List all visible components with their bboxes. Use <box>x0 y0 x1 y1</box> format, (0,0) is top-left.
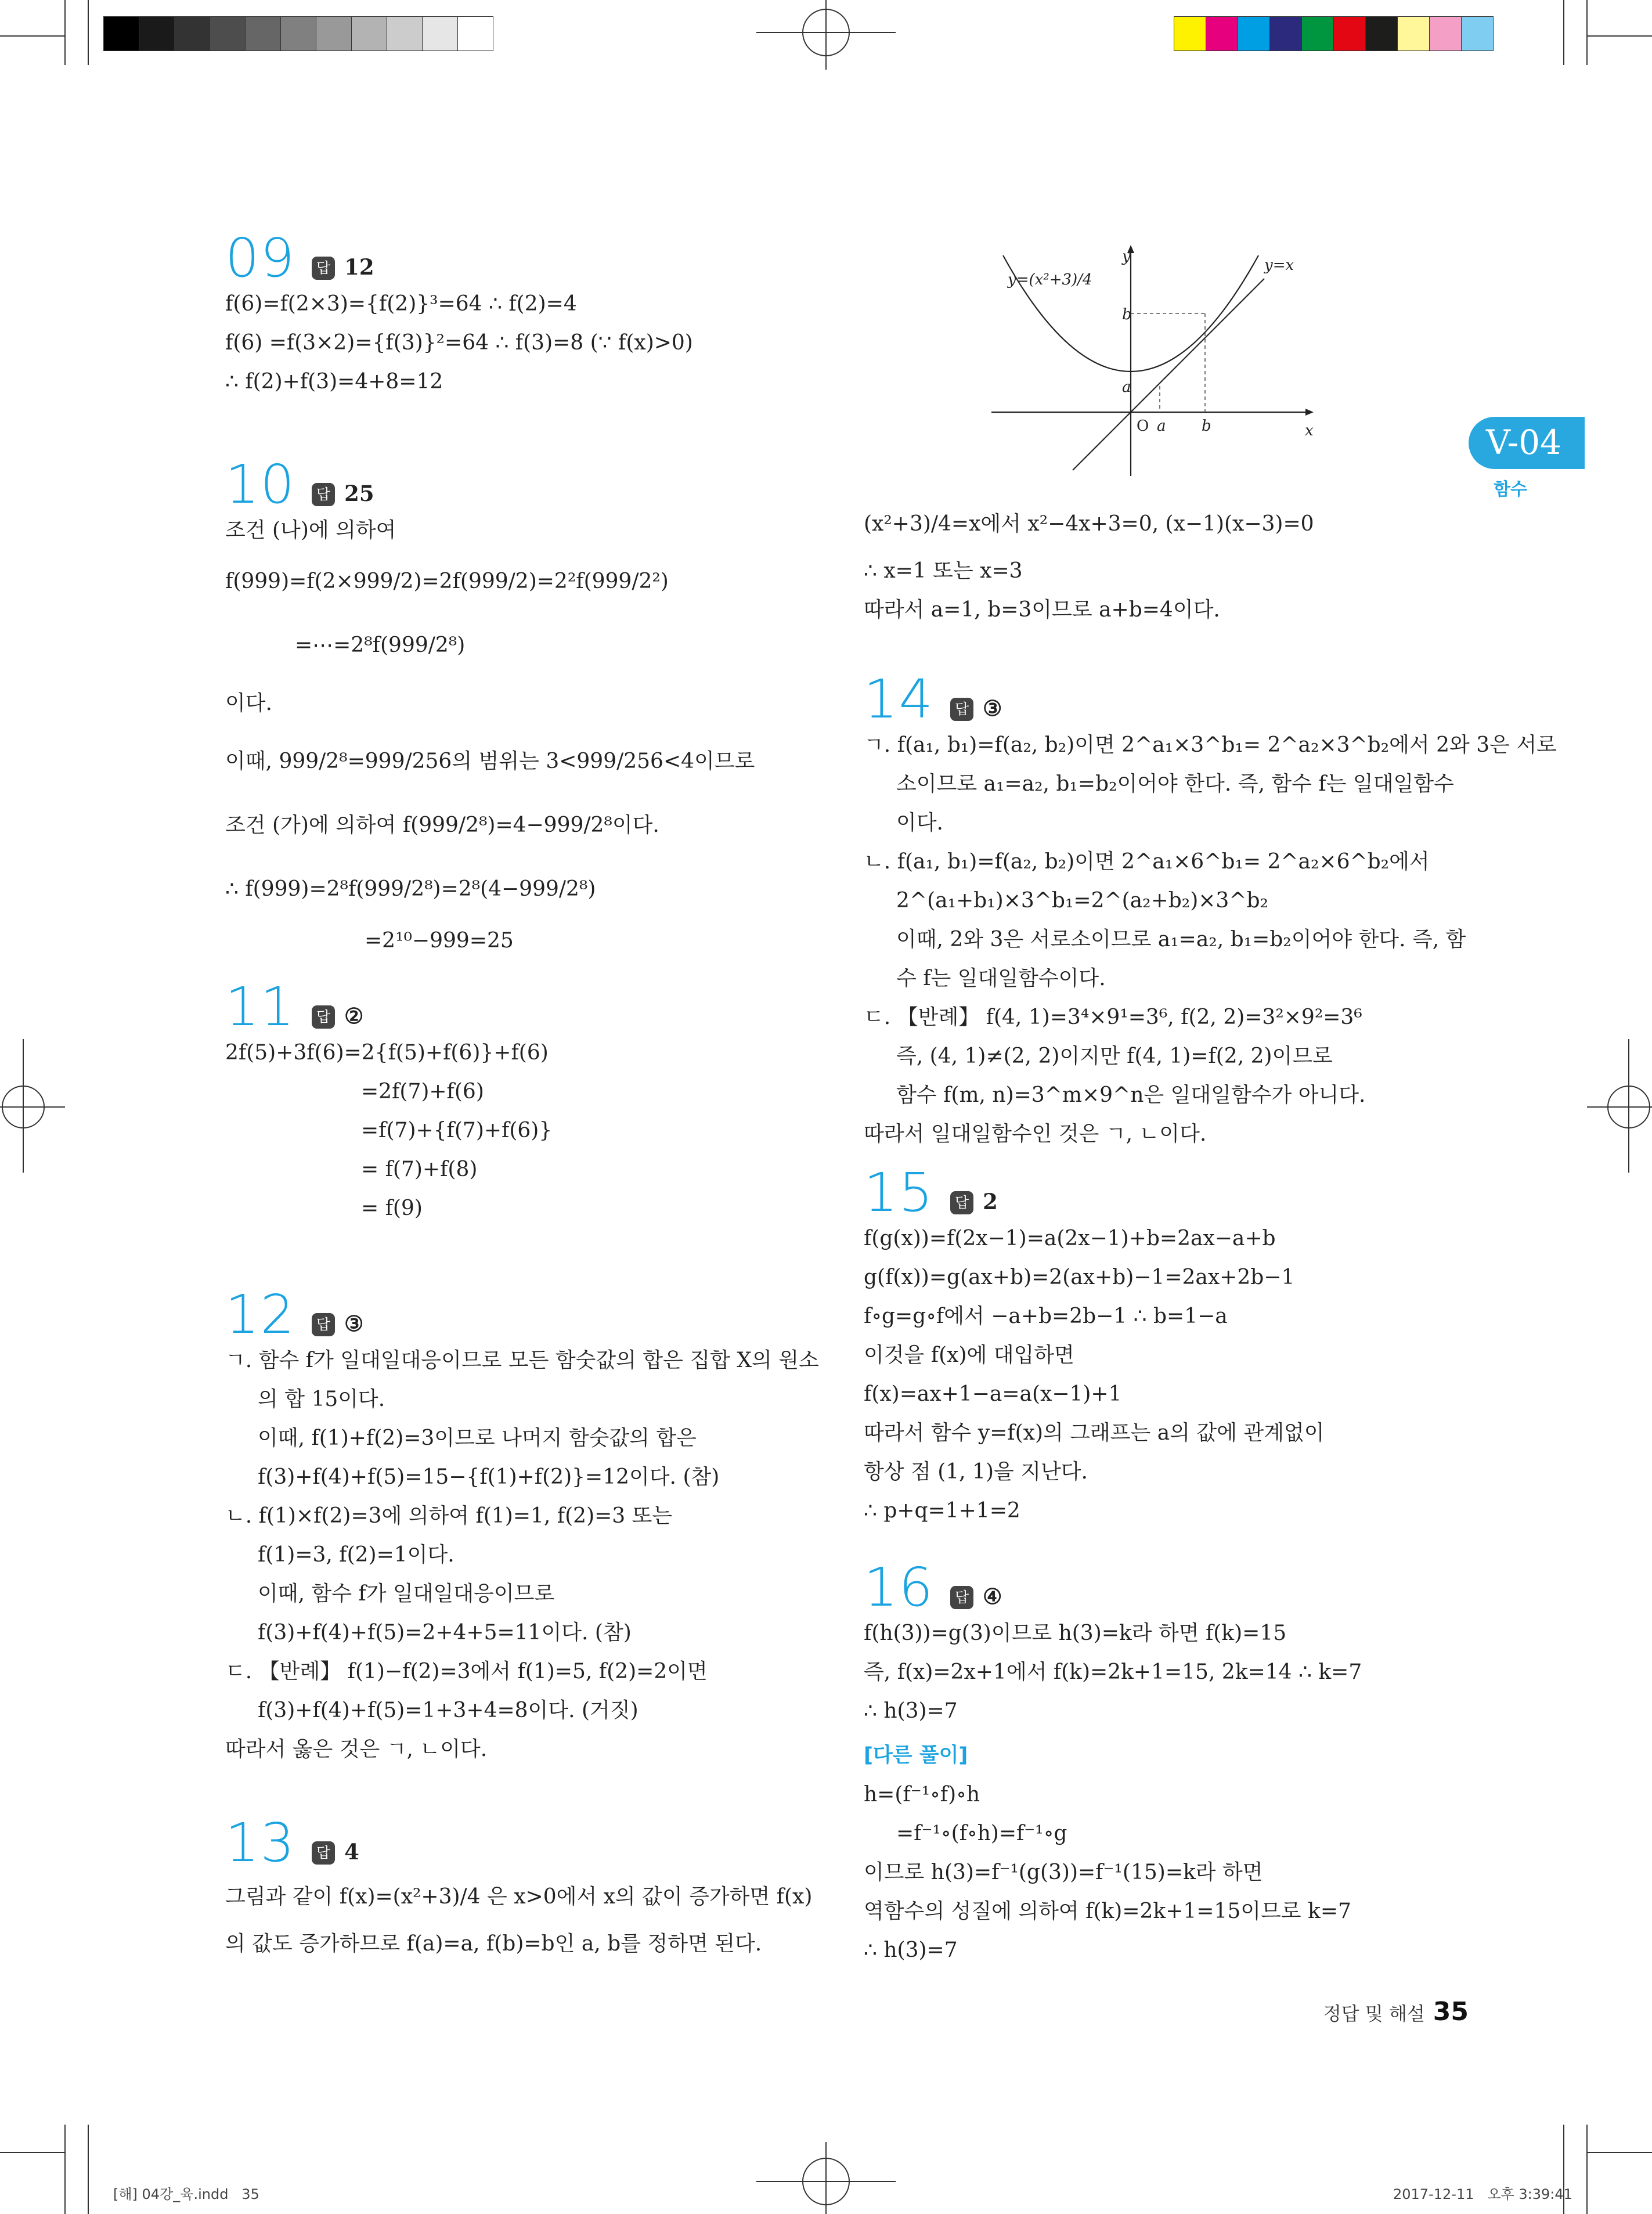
page-footer <box>1277 1997 1469 2027</box>
solution-line: 함수 f(m, n)=3^m×9^n은 일대일함수가 아니다. <box>896 1083 1366 1107</box>
problem-16 <box>864 1556 1444 1970</box>
answer-badge: 답 <box>950 1586 973 1609</box>
y-axis-label: y <box>1122 248 1131 265</box>
solution-line: =f(7)+{f(7)+f(6)} <box>361 1119 553 1142</box>
problem-number: 14 <box>864 668 935 730</box>
solution-line: 이때, 2와 3은 서로소이므로 a₁=a₂, b₁=b₂이어야 한다. 즉, 함 <box>896 928 1466 951</box>
solution-line: f(3)+f(4)+f(5)=15−{f(1)+f(2)}=12이다. (참) <box>258 1465 720 1489</box>
solution-line: 따라서 옳은 것은 ㄱ, ㄴ이다. <box>225 1737 488 1761</box>
problem-15 <box>864 1162 1444 1530</box>
problem-number: 15 <box>864 1162 935 1224</box>
solution-line: ㄱ. f(a₁, b₁)=f(a₂, b₂)이면 2^a₁×3^b₁= 2^a₂×3^b₂에서 2와 3은 서로 <box>864 733 1557 757</box>
solution-line: ∴ f(2)+f(3)=4+8=12 <box>225 370 443 394</box>
a-xtick: a <box>1157 417 1166 435</box>
answer-badge: 답 <box>950 698 973 721</box>
problem-number: 16 <box>864 1556 935 1618</box>
solution-line: 따라서 a=1, b=3이므로 a+b=4이다. <box>864 598 1220 622</box>
problem-11 <box>225 976 806 1228</box>
solution-line: ∴ x=1 또는 x=3 <box>864 559 1023 583</box>
problem-13 <box>225 1812 813 1963</box>
solution-line: 이므로 h(3)=f⁻¹(g(3))=f⁻¹(15)=k라 하면 <box>864 1860 1263 1884</box>
solution-line: f(999)=f(2×999/2)=2f(999/2)=2²f(999/2²) <box>225 569 669 593</box>
solution-line: 이다. <box>225 691 272 715</box>
answer-value: ③ <box>344 1311 364 1336</box>
solution-line: 의 합 15이다. <box>258 1387 385 1411</box>
solution-line: f(g(x))=f(2x−1)=a(2x−1)+b=2ax−a+b <box>864 1227 1276 1250</box>
b-tick: b <box>1122 306 1132 323</box>
curve-label: y=(x²+3)/4 <box>1008 271 1092 289</box>
solution-line: (x²+3)/4=x에서 x²−4x+3=0, (x−1)(x−3)=0 <box>864 512 1314 536</box>
solution-line: 따라서 함수 y=f(x)의 그래프는 a의 값에 관계없이 <box>864 1421 1325 1445</box>
chapter-subtitle: 함수 <box>1494 479 1527 500</box>
problem-number: 11 <box>225 976 296 1038</box>
solution-line: 이다. <box>896 811 943 835</box>
problem-13-continued <box>864 496 1444 629</box>
solution-line: 따라서 일대일함수인 것은 ㄱ, ㄴ이다. <box>864 1122 1207 1146</box>
chapter-tab <box>1469 417 1585 469</box>
solution-line: 즉, f(x)=2x+1에서 f(k)=2k+1=15, 2k=14 ∴ k=7 <box>864 1660 1362 1684</box>
solution-line: f∘g=g∘f에서 −a+b=2b−1 ∴ b=1−a <box>864 1304 1228 1328</box>
line-label: y=x <box>1264 257 1294 274</box>
solution-line: ㄴ. f(1)×f(2)=3에 의하여 f(1)=1, f(2)=3 또는 <box>225 1504 673 1528</box>
solution-line: g(f(x))=g(ax+b)=2(ax+b)−1=2ax+2b−1 <box>864 1265 1295 1289</box>
answer-badge: 답 <box>312 1005 335 1029</box>
solution-line: f(h(3))=g(3)이므로 h(3)=k라 하면 f(k)=15 <box>864 1621 1287 1645</box>
solution-line: h=(f⁻¹∘f)∘h <box>864 1783 980 1806</box>
solution-line: 역함수의 성질에 의하여 f(k)=2k+1=15이므로 k=7 <box>864 1899 1351 1923</box>
solution-line: f(1)=3, f(2)=1이다. <box>258 1543 455 1567</box>
parabola-graph <box>991 244 1316 476</box>
solution-line: 수 f는 일대일함수이다. <box>896 967 1106 990</box>
solution-line: =2¹⁰−999=25 <box>365 929 514 953</box>
solution-line: ∴ h(3)=7 <box>864 1699 958 1723</box>
solution-line: 의 값도 증가하므로 f(a)=a, f(b)=b인 a, b를 정하면 된다. <box>225 1932 762 1956</box>
origin-label: O <box>1137 417 1149 435</box>
solution-line: ㄷ. 【반례】 f(1)−f(2)=3에서 f(1)=5, f(2)=2이면 <box>225 1660 708 1683</box>
solution-line: 조건 (가)에 의하여 f(999/2⁸)=4−999/2⁸이다. <box>225 813 659 837</box>
solution-line: 이때, f(1)+f(2)=3이므로 나머지 함숫값의 합은 <box>258 1426 697 1450</box>
solution-line: f(3)+f(4)+f(5)=2+4+5=11이다. (참) <box>258 1621 632 1645</box>
solution-line: = f(9) <box>361 1196 423 1220</box>
answer-badge: 답 <box>312 483 335 506</box>
solution-line: 그림과 같이 f(x)=(x²+3)/4 은 x>0에서 x의 값이 증가하면 f(x) <box>225 1885 813 1909</box>
solution-line: 이때, 함수 f가 일대일대응이므로 <box>258 1582 555 1606</box>
answer-value: ③ <box>983 695 1002 721</box>
answer-value: 4 <box>344 1839 359 1865</box>
solution-line: 이것을 f(x)에 대입하면 <box>864 1343 1074 1367</box>
b-xtick: b <box>1202 417 1211 435</box>
answer-badge: 답 <box>312 1841 335 1865</box>
solution-line: f(3)+f(4)+f(5)=1+3+4=8이다. (거짓) <box>258 1699 639 1722</box>
solution-line: 소이므로 a₁=a₂, b₁=b₂이어야 한다. 즉, 함수 f는 일대일함수 <box>896 772 1454 796</box>
answer-value: 25 <box>344 481 374 506</box>
solution-line: 이때, 999/2⁸=999/256의 범위는 3<999/256<4이므로 <box>225 749 755 773</box>
print-date: 2017-12-11 오후 3:39:41 <box>1393 2186 1572 2202</box>
problem-number: 10 <box>225 453 296 515</box>
solution-line: f(x)=ax+1−a=a(x−1)+1 <box>864 1382 1122 1406</box>
solution-line: 2^(a₁+b₁)×3^b₁=2^(a₂+b₂)×3^b₂ <box>896 889 1268 913</box>
solution-line: ∴ p+q=1+1=2 <box>864 1499 1020 1523</box>
solution-line: 조건 (나)에 의하여 <box>225 518 396 542</box>
answer-badge: 답 <box>312 257 335 280</box>
answer-badge: 답 <box>950 1191 973 1214</box>
answer-value: ② <box>344 1003 364 1029</box>
solution-line: 항상 점 (1, 1)을 지난다. <box>864 1460 1088 1484</box>
solution-line: = f(7)+f(8) <box>361 1158 478 1181</box>
solution-line: ∴ h(3)=7 <box>864 1938 958 1962</box>
solution-line: =2f(7)+f(6) <box>361 1080 484 1104</box>
page-number: 35 <box>1433 1997 1469 2027</box>
solution-line: =⋯=2⁸f(999/2⁸) <box>295 633 466 657</box>
solution-line: ㄱ. 함수 f가 일대일대응이므로 모든 함숫값의 합은 집합 X의 원소 <box>225 1348 819 1372</box>
solution-line: 2f(5)+3f(6)=2{f(5)+f(6)}+f(6) <box>225 1041 549 1065</box>
solution-line: f(6)=f(2×3)={f(2)}³=64 ∴ f(2)=4 <box>225 292 577 316</box>
problem-09 <box>225 227 806 401</box>
x-axis-label: x <box>1305 422 1314 439</box>
solution-line: 즉, (4, 1)≠(2, 2)이지만 f(4, 1)=f(2, 2)이므로 <box>896 1044 1333 1068</box>
answer-value: 2 <box>983 1189 998 1214</box>
problem-number: 12 <box>225 1283 296 1346</box>
answer-value: 12 <box>344 254 374 280</box>
solution-line: ㄷ. 【반례】 f(4, 1)=3⁴×9¹=3⁶, f(2, 2)=3²×9²=3⁶ <box>864 1005 1362 1029</box>
chapter-tab-label: V-04 <box>1486 423 1561 462</box>
problem-number: 09 <box>225 227 296 289</box>
solution-line: =f⁻¹∘(f∘h)=f⁻¹∘g <box>896 1822 1067 1845</box>
solution-line: f(6) =f(3×2)={f(3)}²=64 ∴ f(3)=8 (∵ f(x)>0) <box>225 331 693 355</box>
solution-line: ∴ f(999)=2⁸f(999/2⁸)=2⁸(4−999/2⁸) <box>225 877 596 901</box>
problem-10 <box>225 453 806 960</box>
problem-number: 13 <box>225 1812 296 1874</box>
alternative-solution-heading: [다른 풀이] <box>864 1744 968 1767</box>
problem-12 <box>225 1283 819 1769</box>
solution-line: ㄴ. f(a₁, b₁)=f(a₂, b₂)이면 2^a₁×6^b₁= 2^a₂×6^b₂에서 <box>864 850 1430 874</box>
a-tick: a <box>1122 378 1131 396</box>
problem-14 <box>864 668 1557 1153</box>
answer-badge: 답 <box>312 1313 335 1336</box>
footer-label: 정답 및 해설 <box>1323 2003 1425 2025</box>
file-slug: [해] 04강_육.indd 35 <box>113 2186 259 2202</box>
answer-value: ④ <box>983 1584 1002 1609</box>
